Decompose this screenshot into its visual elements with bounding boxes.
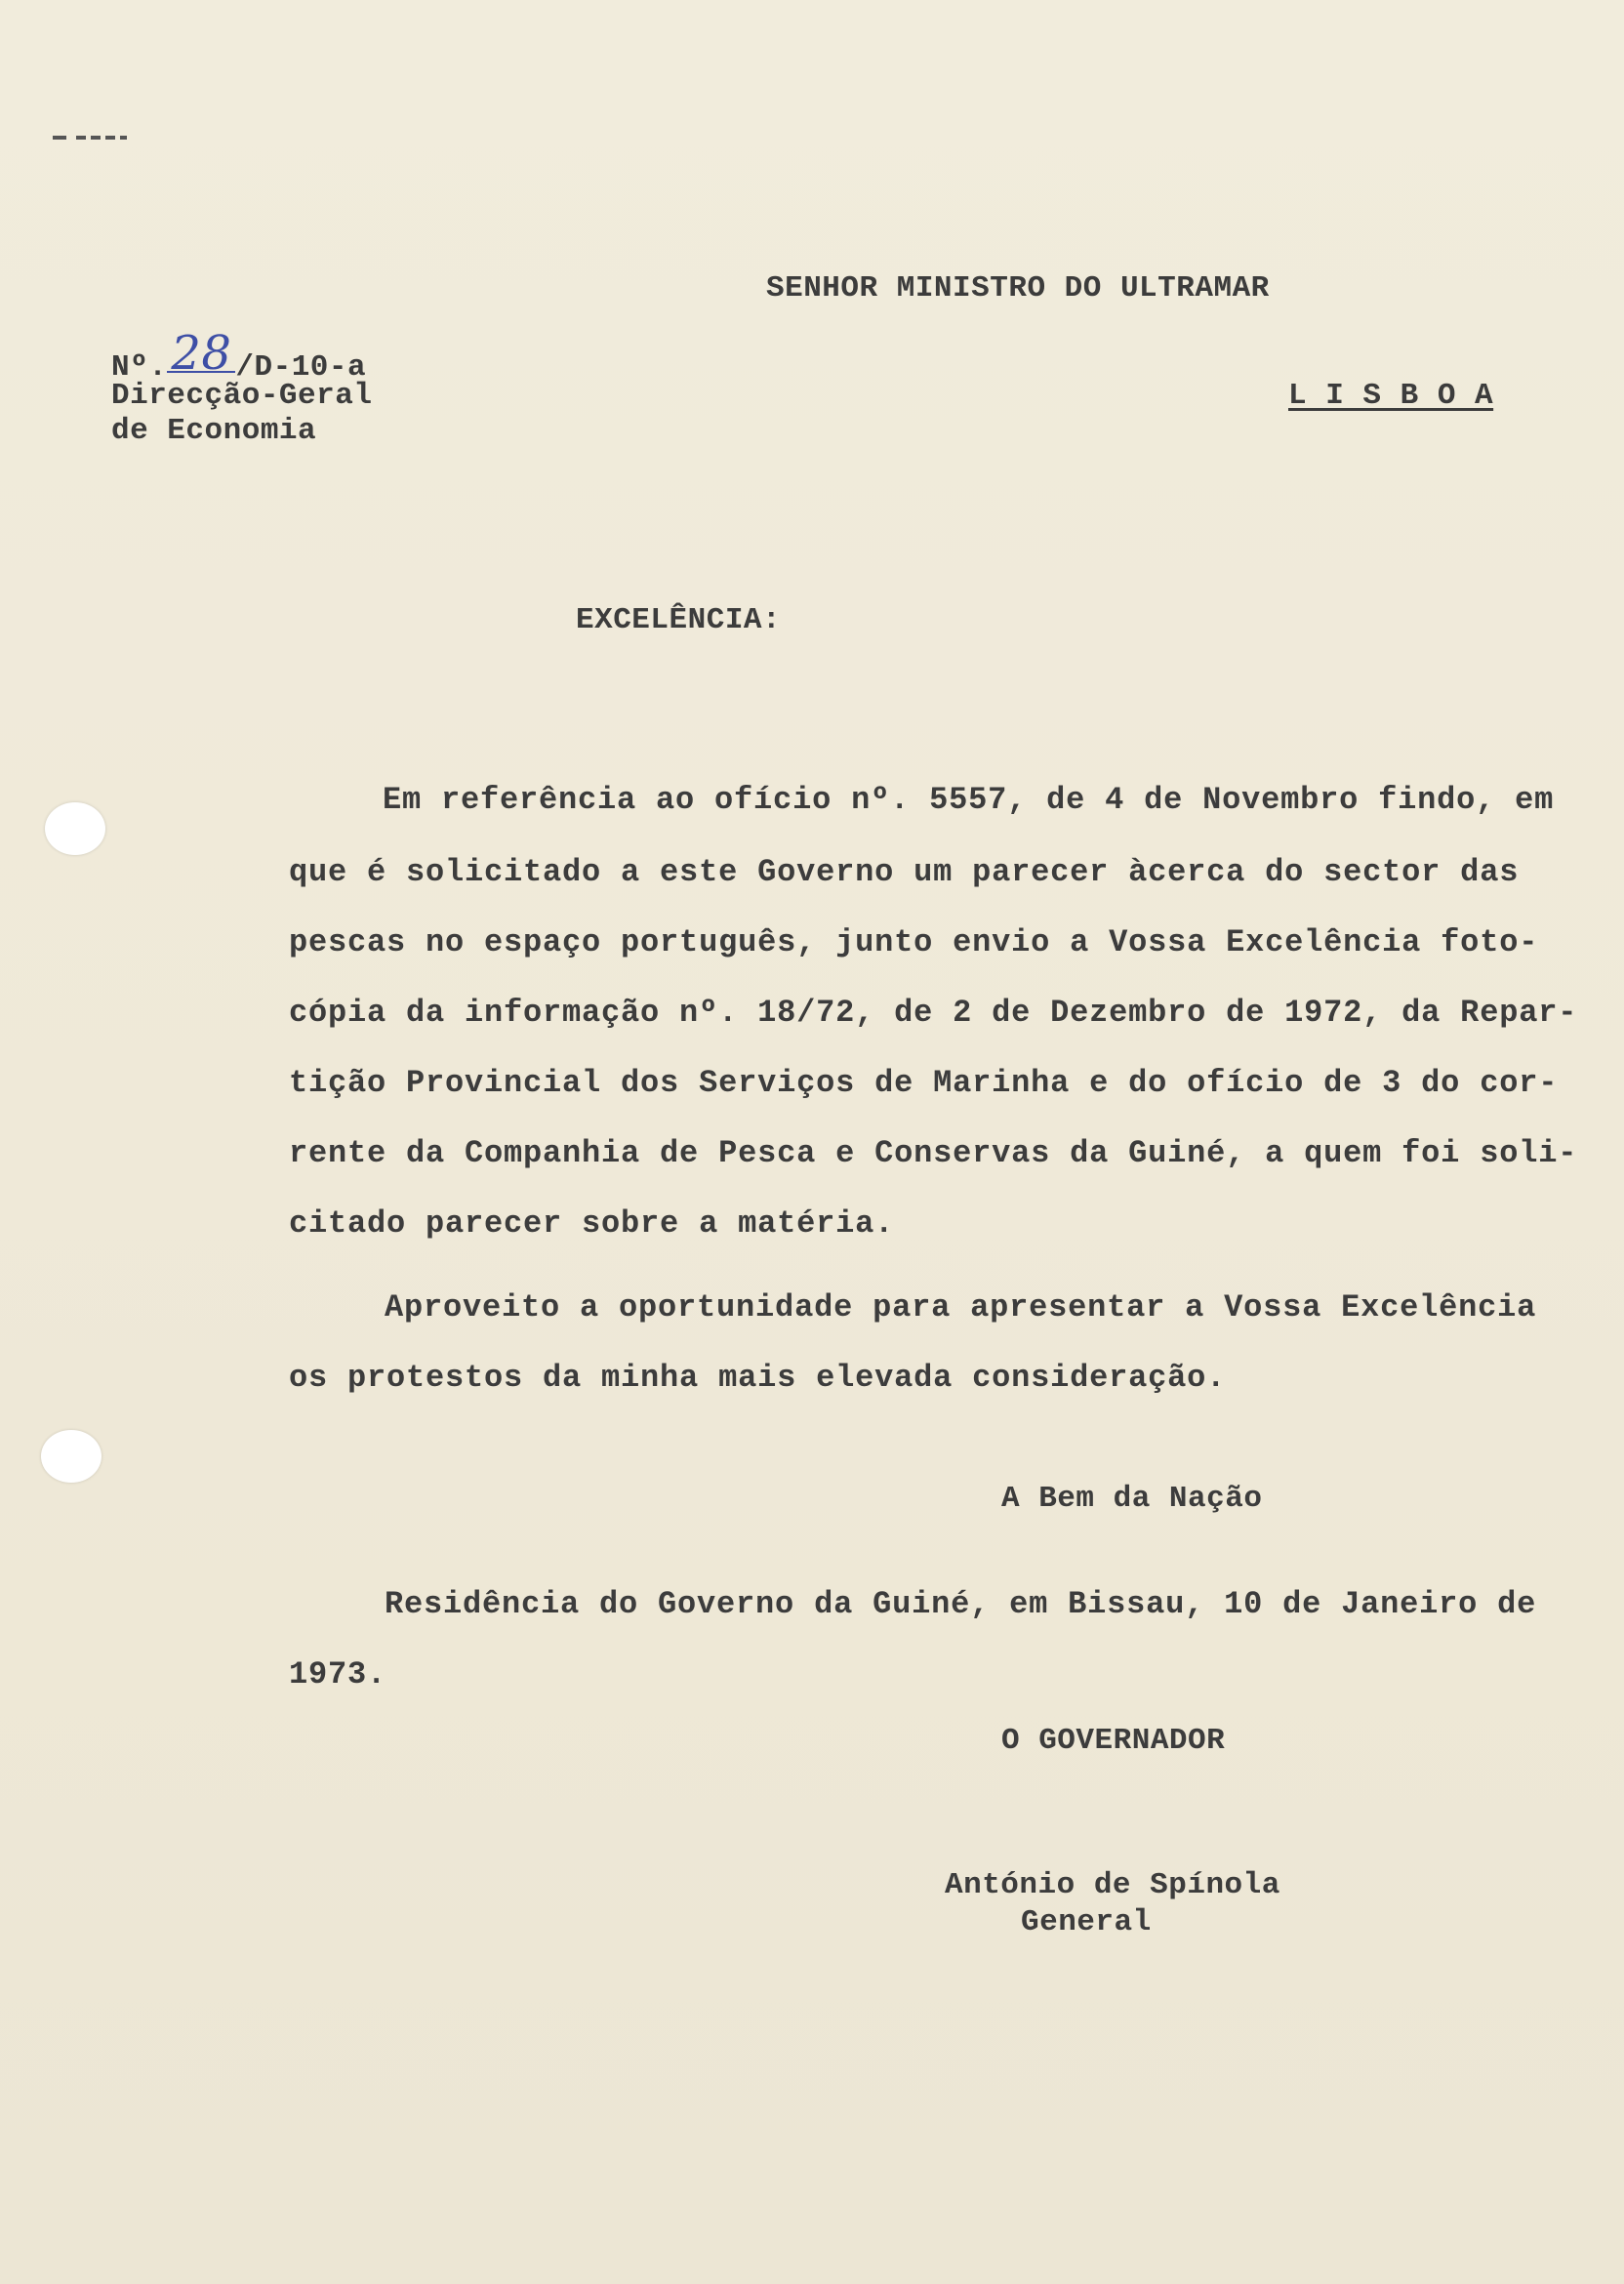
punch-hole-bottom xyxy=(41,1430,102,1483)
paragraph1-line: Em referência ao ofício nº. 5557, de 4 de Novembro findo, em xyxy=(383,782,1555,818)
paragraph2-line: Aproveito a oportunidade para apresentar a Vossa Excelência xyxy=(385,1289,1537,1326)
place-date-line-2: 1973. xyxy=(289,1656,387,1693)
handwritten-number: 28 xyxy=(167,336,235,373)
paragraph1-line: rente da Companhia de Pesca e Conservas da Guiné, a quem foi soli- xyxy=(289,1135,1578,1171)
department-line-1: Direcção-Geral xyxy=(111,379,373,413)
paragraph2-line: os protestos da minha mais elevada consideração. xyxy=(289,1360,1227,1396)
department-line-2: de Economia xyxy=(111,414,317,448)
signatory-name: António de Spínola xyxy=(945,1868,1280,1902)
signatory-rank: General xyxy=(1021,1905,1152,1939)
addressee: SENHOR MINISTRO DO ULTRAMAR xyxy=(766,271,1270,306)
place-date-line-1: Residência do Governo da Guiné, em Bissau, 10 de Janeiro de xyxy=(385,1586,1537,1622)
closing-motto: A Bem da Nação xyxy=(1001,1482,1263,1516)
city: L I S B O A xyxy=(1288,379,1494,413)
paragraph1-line: cópia da informação nº. 18/72, de 2 de Dezembro de 1972, da Repar- xyxy=(289,995,1578,1031)
punch-hole-top xyxy=(45,802,105,855)
paper-mark xyxy=(51,129,131,137)
paragraph1-line: citado parecer sobre a matéria. xyxy=(289,1205,895,1242)
paragraph1-line: tição Provincial dos Serviços de Marinha e do ofício de 3 do cor- xyxy=(289,1065,1559,1101)
paragraph1-line: que é solicitado a este Governo um parecer àcerca do sector das xyxy=(289,854,1520,890)
reference-prefix: Nº. xyxy=(111,350,168,385)
signatory-title: O GOVERNADOR xyxy=(1001,1724,1226,1758)
salutation: EXCELÊNCIA: xyxy=(576,603,782,637)
reference-suffix: /D-10-a xyxy=(235,350,367,385)
paragraph1-line: pescas no espaço português, junto envio a Vossa Excelência foto- xyxy=(289,924,1539,960)
